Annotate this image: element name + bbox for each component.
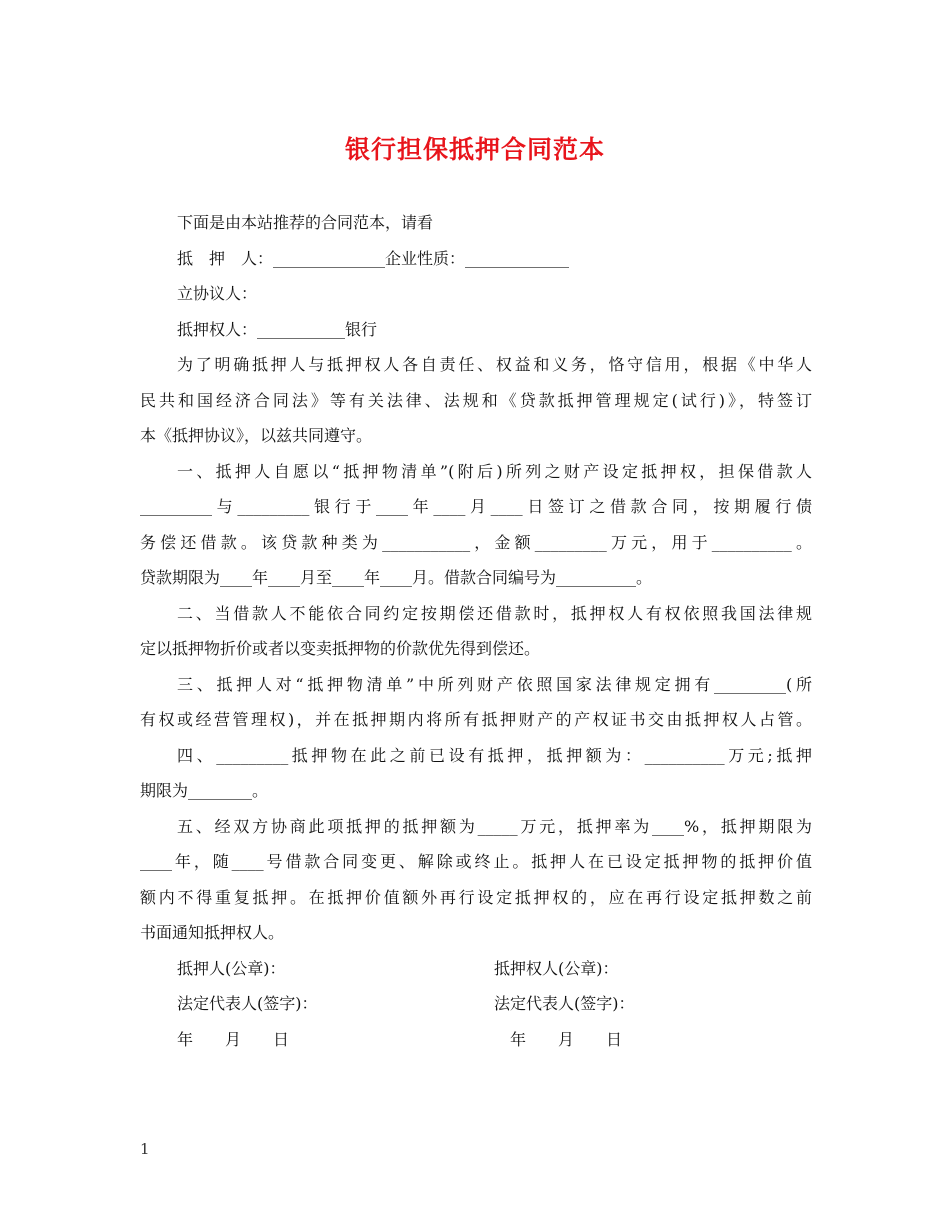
article-2-line: 二、当借款人不能依合同约定按期偿还借款时，抵押权人有权依照我国法律规 bbox=[177, 603, 812, 623]
pledgor-date-label: 年 月 日 bbox=[177, 1029, 290, 1049]
article-1-line: _________与_________银行于____年____月____日签订之借款合同，按期履行债 bbox=[140, 497, 812, 516]
article-4-line: 期限为________。 bbox=[140, 781, 269, 800]
intro-line: 下面是由本站推荐的合同范本，请看 bbox=[177, 213, 434, 232]
article-5-line: 书面通知抵押权人。 bbox=[140, 923, 285, 942]
paragraph-line: 民共和国经济合同法》等有关法律、法规和《贷款抵押管理规定(试行)》，特签订 bbox=[140, 390, 812, 410]
article-5-line: 五、经双方协商此项抵押的抵押额为_____万元，抵押率为____%，抵押期限为 bbox=[177, 816, 812, 836]
pledgor-rep-label: 法定代表人(签字)： bbox=[177, 994, 318, 1013]
article-1-line: 贷款期限为____年____月至____年____月。借款合同编号为__________。 bbox=[140, 568, 653, 587]
article-4-line: 四、_________抵押物在此之前已设有抵押，抵押额为：__________万元;抵押 bbox=[177, 745, 812, 765]
pledgee-date-label: 年 月 日 bbox=[494, 1029, 623, 1049]
pledgor-line: 抵 押 人：______________企业性质：_____________ bbox=[177, 248, 570, 268]
signature-date-row bbox=[140, 1022, 812, 1058]
agreement-parties-line: 立协议人： bbox=[177, 284, 258, 303]
article-5-line: ____年，随____号借款合同变更、解除或终止。抵押人在已设定抵押物的抵押价值 bbox=[140, 852, 812, 871]
pledgee-rep-label: 法定代表人(签字)： bbox=[494, 994, 635, 1013]
article-1-line: 务偿还借款。该贷款种类为___________，金额_________万元，用于__________。 bbox=[140, 532, 812, 552]
pledgee-line: 抵押权人：___________银行 bbox=[177, 319, 378, 339]
page-number: 1 bbox=[140, 1140, 150, 1158]
signature-rep-row bbox=[140, 986, 812, 1022]
paragraph-line: 为了明确抵押人与抵押权人各自责任、权益和义务，恪守信用，根据《中华人 bbox=[177, 355, 812, 374]
paragraph-line: 本《抵押协议》，以兹共同遵守。 bbox=[140, 426, 373, 445]
article-1-line: 一、抵押人自愿以“抵押物清单”(附后)所列之财产设定抵押权，担保借款人 bbox=[177, 461, 812, 481]
article-3-line: 有权或经营管理权)，并在抵押期内将所有抵押财产的产权证书交由抵押权人占管。 bbox=[140, 710, 812, 729]
article-2-line: 定以抵押物折价或者以变卖抵押物的价款优先得到偿还。 bbox=[140, 639, 541, 658]
document-body bbox=[140, 205, 812, 1057]
pledgee-seal-label: 抵押权人(公章)： bbox=[494, 958, 619, 978]
article-3-line: 三、抵押人对“抵押物清单”中所列财产依照国家法律规定拥有_________(所 bbox=[177, 674, 812, 694]
document-title: 银行担保抵押合同范本 bbox=[344, 135, 605, 164]
pledgor-seal-label: 抵押人(公章)： bbox=[177, 958, 286, 978]
signature-seal-row bbox=[140, 951, 812, 987]
article-5-line: 额内不得重复抵押。在抵押价值额外再行设定抵押权的，应在再行设定抵押数之前 bbox=[140, 887, 812, 907]
